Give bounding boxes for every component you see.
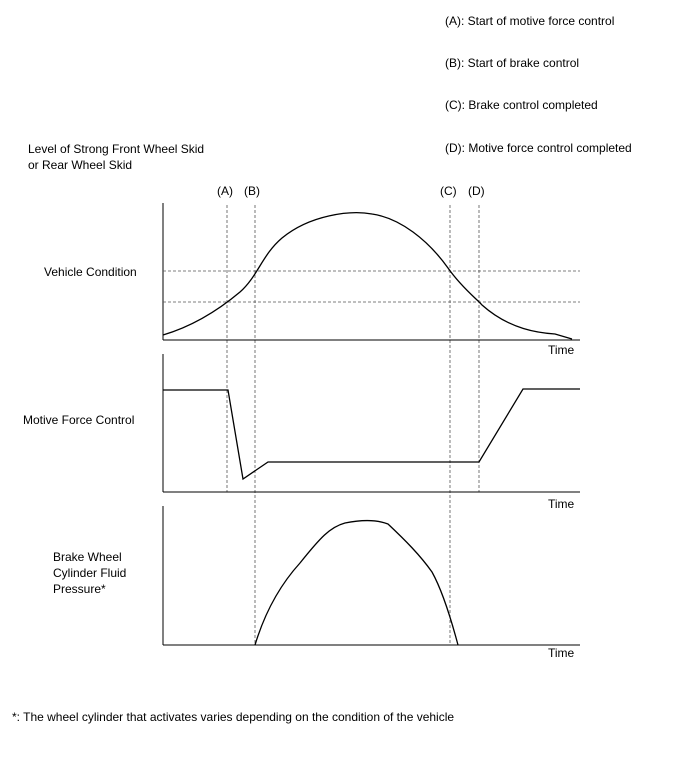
vehicle-time-label: Time (548, 343, 575, 357)
marker-a-label: (A) (217, 184, 233, 198)
legend-d: (D): Motive force control completed (445, 141, 632, 155)
legend-a: (A): Start of motive force control (445, 14, 615, 28)
legend-c: (C): Brake control completed (445, 98, 598, 112)
brake-pressure-curve (255, 521, 458, 646)
vehicle-condition-curve (163, 213, 572, 339)
vehicle-condition-label: Vehicle Condition (44, 265, 137, 279)
brake-pressure-label: Brake Wheel Cylinder Fluid Pressure* (53, 550, 127, 596)
marker-b-label: (B) (244, 184, 260, 198)
brake-time-label: Time (548, 646, 575, 660)
footnote: *: The wheel cylinder that activates varies depending on the condition of the vehicle (12, 710, 455, 724)
marker-d-label: (D) (468, 184, 485, 198)
skid-level-label: Level of Strong Front Wheel Skid or Rear Wheel Skid (28, 142, 205, 172)
legend-b: (B): Start of brake control (445, 56, 580, 70)
motive-force-curve (163, 389, 580, 479)
motive-force-label: Motive Force Control (23, 413, 135, 427)
marker-c-label: (C) (440, 184, 457, 198)
motive-time-label: Time (548, 497, 575, 511)
